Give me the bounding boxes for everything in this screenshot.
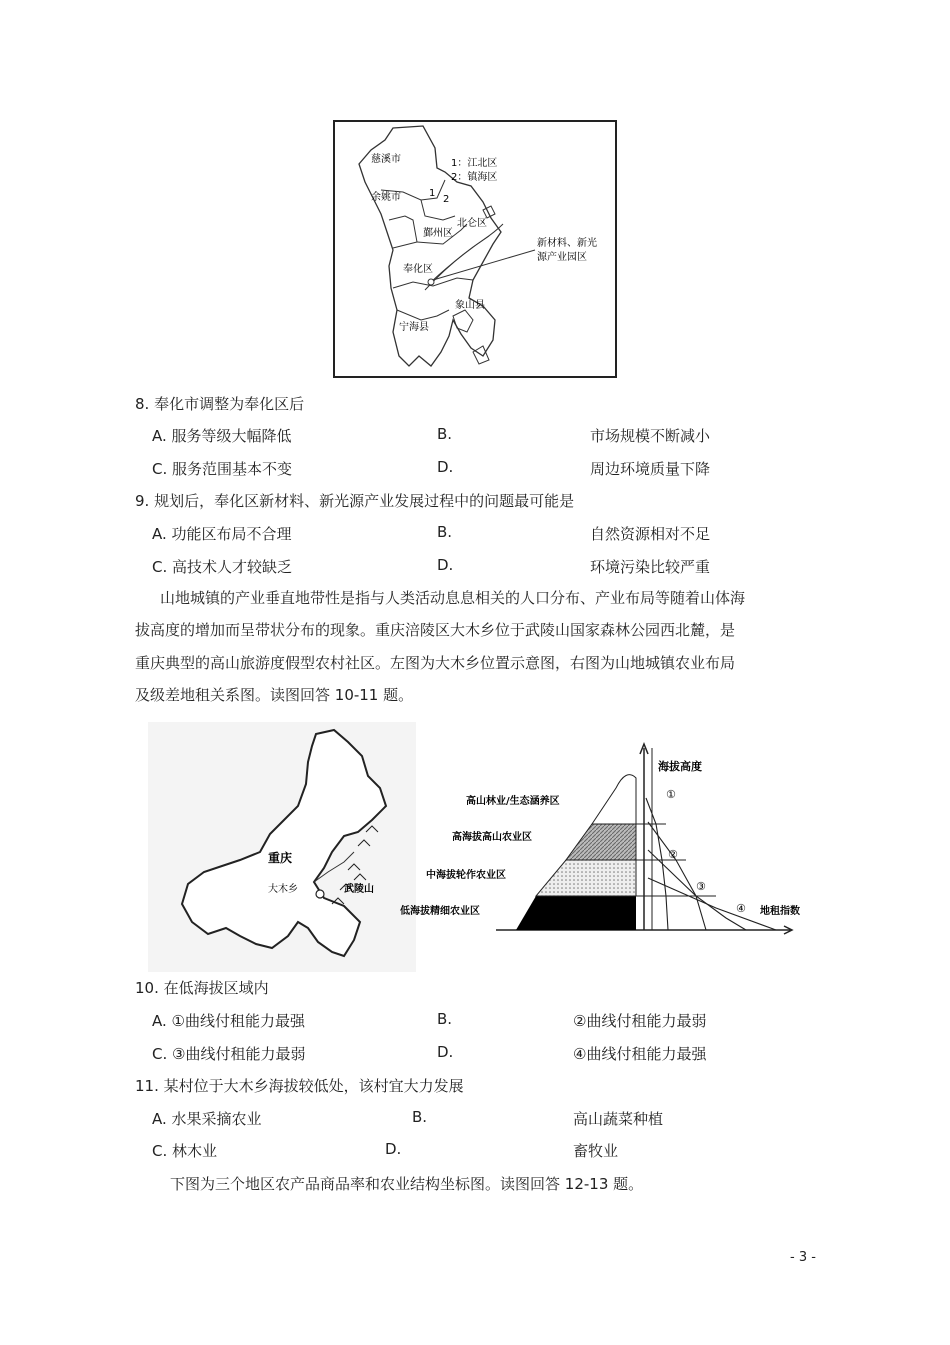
q8-option-d-text: 周边环境质量下降 <box>590 460 711 478</box>
q8-option-a: A. 服务等级大幅降低 <box>152 427 292 445</box>
passage-line-1: 山地城镇的产业垂直地带性是指与人类活动息息相关的人口分布、产业布局等随着山体海 <box>160 589 746 607</box>
q9-stem: 9. 规划后，奉化区新材料、新光源产业发展过程中的问题最可能是 <box>135 492 575 510</box>
label-ninghai: 宁海县 <box>399 322 429 333</box>
label-num1: 1 <box>429 188 436 199</box>
q11-option-b-text: 高山蔬菜种植 <box>573 1110 664 1128</box>
chongqing-location-map <box>148 722 416 972</box>
q11-option-b-letter: B. <box>412 1108 428 1126</box>
q9-option-b-text: 自然资源相对不足 <box>590 525 711 543</box>
curve-3-label: ③ <box>696 880 706 893</box>
legend-jiangbei: 1：江北区 <box>451 158 498 169</box>
x-axis-label: 地租指数 <box>760 906 800 917</box>
y-axis-label: 海拔高度 <box>658 760 702 773</box>
q10-option-a: A. ①曲线付租能力最强 <box>152 1012 305 1030</box>
q11-option-d-text: 畜牧业 <box>573 1142 619 1160</box>
q9-option-b-letter: B. <box>437 523 453 541</box>
label-park-line2: 源产业园区 <box>537 252 587 263</box>
q11-option-a: A. 水果采摘农业 <box>152 1110 262 1128</box>
zone-mid-rotation: 中海拔轮作农业区 <box>426 870 506 881</box>
legend-zhenhai: 2：镇海区 <box>451 172 498 183</box>
q10-option-d-text: ④曲线付租能力最强 <box>573 1045 707 1063</box>
passage-line-2: 拔高度的增加而呈带状分布的现象。重庆涪陵区大木乡位于武陵山国家森林公园西北麓，是 <box>135 621 736 639</box>
passage-line-3: 重庆典型的高山旅游度假型农村社区。左图为大木乡位置示意图，右图为山地城镇农业布局 <box>135 654 736 672</box>
q8-option-b-letter: B. <box>437 425 453 443</box>
label-xiangshan: 象山县 <box>455 300 485 311</box>
q11-option-d-letter: D. <box>385 1140 402 1158</box>
label-cixi: 慈溪市 <box>371 154 401 165</box>
q10-option-c: C. ③曲线付租能力最弱 <box>152 1045 306 1063</box>
q10-option-d-letter: D. <box>437 1043 454 1061</box>
label-wuling: 武陵山 <box>344 884 374 895</box>
q8-option-c: C. 服务范围基本不变 <box>152 460 293 478</box>
zone-low-intensive: 低海拔精细农业区 <box>400 906 480 917</box>
q9-option-a: A. 功能区布局不合理 <box>152 525 292 543</box>
passage-line-4: 及级差地租关系图。读图回答 10-11 题。 <box>135 686 414 704</box>
curve-4-label: ④ <box>736 902 746 915</box>
page-number: - 3 - <box>790 1250 816 1265</box>
ningbo-district-map <box>333 120 617 378</box>
label-fenghua: 奉化区 <box>403 264 433 275</box>
label-chongqing: 重庆 <box>268 851 293 865</box>
q8-stem: 8. 奉化市调整为奉化区后 <box>135 395 305 413</box>
zone-high-agri: 高海拔高山农业区 <box>452 832 532 843</box>
q11-stem: 11. 某村位于大木乡海拔较低处，该村宜大力发展 <box>135 1077 464 1095</box>
q10-option-b-letter: B. <box>437 1010 453 1028</box>
label-num2: 2 <box>443 194 450 205</box>
q8-option-b-text: 市场规模不断减小 <box>590 427 711 445</box>
q9-option-d-text: 环境污染比较严重 <box>590 558 711 576</box>
q9-option-c: C. 高技术人才较缺乏 <box>152 558 293 576</box>
q9-option-d-letter: D. <box>437 556 454 574</box>
label-yinzhou: 鄞州区 <box>423 228 453 239</box>
intro-q12-13: 下图为三个地区农产品商品率和农业结构坐标图。读图回答 12-13 题。 <box>170 1175 644 1193</box>
label-yuyao: 余姚市 <box>371 192 401 203</box>
q8-option-d-letter: D. <box>437 458 454 476</box>
label-damu: 大木乡 <box>268 884 298 895</box>
zone-high-forest: 高山林业/生态涵养区 <box>466 796 560 807</box>
q10-stem: 10. 在低海拔区域内 <box>135 979 269 997</box>
label-beilun: 北仑区 <box>457 218 487 229</box>
label-park-line1: 新材料、新光 <box>537 238 597 249</box>
q11-option-c: C. 林木业 <box>152 1142 218 1160</box>
curve-2-label: ② <box>668 848 678 861</box>
q10-option-b-text: ②曲线付租能力最弱 <box>573 1012 707 1030</box>
land-rent-altitude-diagram <box>396 738 816 940</box>
curve-1-label: ① <box>666 788 676 801</box>
